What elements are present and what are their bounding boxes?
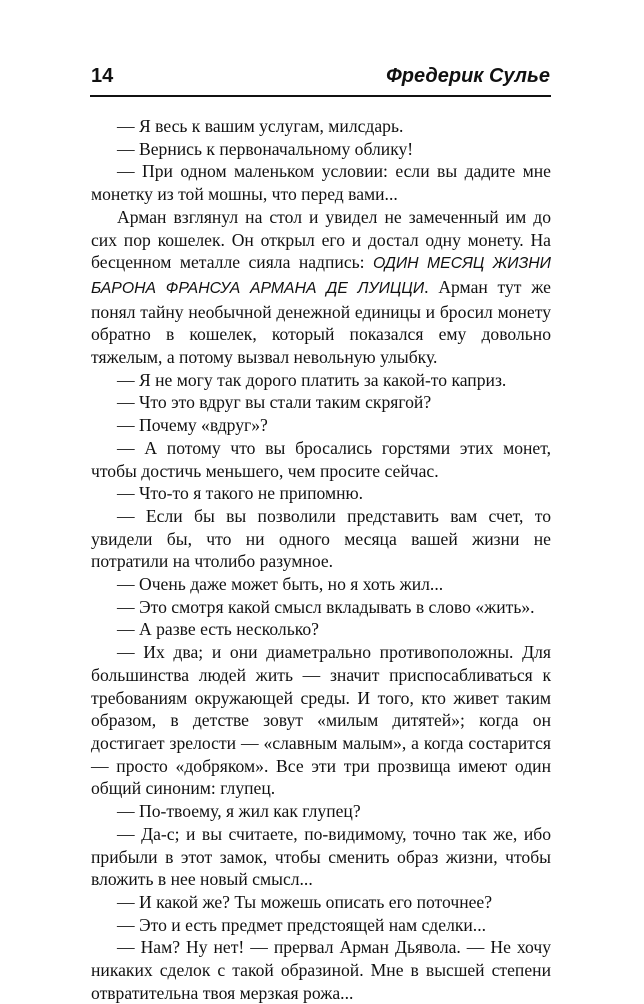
body-text [91, 115, 551, 1004]
paragraph-4 [91, 206, 551, 369]
paragraph-3: — При одном маленьком условии: если вы дадите мне монетку из той мошны, что перед вами... [91, 161, 551, 205]
paragraph-7: — Почему «вдруг»? [117, 415, 268, 436]
paragraph-18: — Это и есть предмет предстоящей нам сделки... [117, 914, 487, 935]
paragraph-15: — По-твоему, я жил как глупец? [117, 801, 361, 822]
page-header [91, 64, 550, 94]
paragraph-12: — Это смотря какой смысл вкладывать в слово «жить». [117, 596, 535, 617]
paragraph-19: — Нам? Ну нет! — прервал Арман Дьявола. — Не хочу никаких сделок с такой образиной. Мне в высшей степени отвратительна твоя мерзкая рожа... [91, 937, 551, 1003]
paragraph-14: — Их два; и они диаметрально противоположны. Для большинства людей жить — значит приспосабливаться к требованиям окружающей среды. И того, кто живет таким образом, в детстве зовут «милым дитятей»; когда он достигает зрелости — «славным малым», а когда состарится — просто «добряком». Все эти три прозвища имеют один общий синоним: глупец. [91, 642, 551, 799]
paragraph-10: — Если бы вы позволили представить вам счет, то увидели бы, что ни одного месяца вашей жизни не потратили на чтолибо разумное. [91, 505, 551, 572]
paragraph-9: — Что-то я такого не припомню. [117, 483, 364, 504]
paragraph-4-before: Арман взглянул на стол и увидел не замеченный им до сих пор кошелек. Он открыл его и достал одну монету. На бесценном металле сияла надпись: [91, 206, 551, 273]
running-title: Фредерик Сулье [386, 65, 550, 87]
paragraph-11: — Очень даже может быть, но я хоть жил... [117, 574, 444, 595]
paragraph-4-after: . Арман тут же понял тайну необычной денежной единицы и бросил монету обратно в кошелек, который показался ему довольно тяжелым, а потому вызвал невольную улыбку. [91, 276, 551, 368]
paragraph-8: — А потому что вы бросались горстями этих монет, чтобы достичь меньшего, чем просите сейчас. [91, 437, 551, 481]
page-number: 14 [91, 65, 114, 87]
paragraph-17: — И какой же? Ты можешь описать его поточнее? [117, 891, 493, 912]
paragraph-5: — Я не могу так дорого платить за какой-то каприз. [117, 369, 507, 390]
header-rule [90, 95, 551, 97]
paragraph-6: — Что это вдруг вы стали таким скрягой? [117, 392, 432, 413]
coin-inscription: ОДИН МЕСЯЦ ЖИЗНИ БАРОНА ФРАНСУА АРМАНА ДЕ ЛУИЦЦИ [91, 255, 551, 297]
paragraph-13: — А разве есть несколько? [117, 619, 319, 640]
paragraph-2: — Вернись к первоначальному облику! [117, 138, 414, 159]
paragraph-16: — Да-с; и вы считаете, по-видимому, точно так же, ибо прибыли в этот замок, чтобы сменить образ жизни, чтобы вложить в нее новый смысл... [91, 823, 551, 890]
paragraph-1: — Я весь к вашим услугам, милсдарь. [117, 116, 404, 136]
